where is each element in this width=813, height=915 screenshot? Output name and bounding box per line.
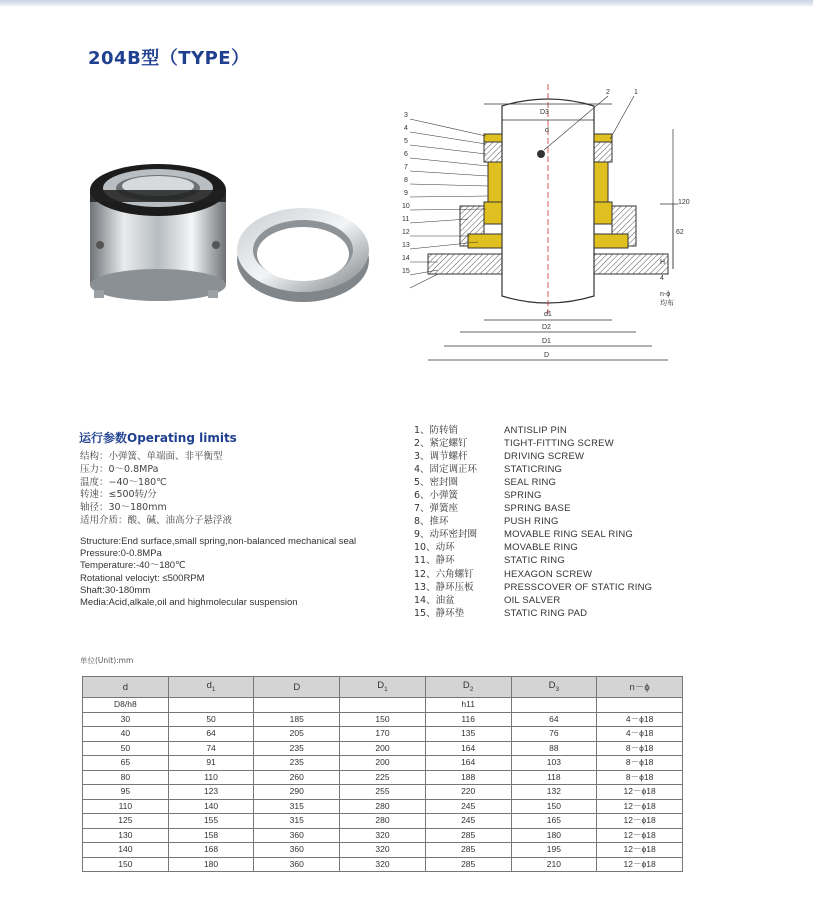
part-name-en: SEAL RING [504,477,557,489]
table-cell: 200 [340,741,426,756]
column-header-label: d [122,681,128,693]
dim-d: d [545,127,549,134]
part-name-zh: 1、防转销 [414,425,459,436]
table-cell: 150 [340,712,426,727]
callout-3: 3 [404,112,408,119]
zh-speed: 转速：≤500转/分 [80,489,157,501]
part-name-zh: 4、固定调正环 [414,464,478,476]
table-cell: 140 [168,799,254,814]
part-name-en: STATIC RING PAD [504,607,588,619]
dim-4: 4 [660,275,664,282]
table-cell: 76 [511,727,597,742]
dimension-table [82,676,683,872]
en-shaft: Shaft:30-180mm [80,584,151,596]
column-header-subscript: 2 [469,685,474,693]
table-cell: h11 [425,698,511,713]
callout-6: 6 [404,151,408,158]
table-row [83,727,683,742]
table-row [83,828,683,843]
table-cell: 320 [340,843,426,858]
en-temperature: Temperature:-40～180℃ [80,560,186,572]
table-cell: 88 [511,741,597,756]
callout-11: 11 [402,216,410,223]
callout-13: 13 [402,242,410,249]
column-header-label: D [377,679,385,691]
table-row [83,785,683,800]
part-name-en: SPRING BASE [504,503,571,515]
table-cell: 200 [340,756,426,771]
table-cell: 180 [511,828,597,843]
table-cell: 150 [83,857,169,872]
dim-even-dist: 均布 [660,300,674,307]
top-decorative-band [0,0,813,6]
gland-plate-right [594,254,668,274]
table-cell: 235 [254,756,340,771]
table-cell: 220 [425,785,511,800]
part-item [414,568,714,581]
table-cell: 360 [254,857,340,872]
part-name-zh: 8、推环 [414,516,449,528]
table-cell: 8－ϕ18 [597,756,683,771]
en-pressure: Pressure:0-0.8MPa [80,548,162,560]
part-item [414,541,714,554]
part-item [414,463,714,476]
table-cell: 65 [83,756,169,771]
table-row [83,799,683,814]
table-cell: 245 [425,799,511,814]
table-cell: 50 [168,712,254,727]
table-cell: 118 [511,770,597,785]
part-name-en: MOVABLE RING SEAL RING [504,529,633,541]
table-cell [254,698,340,713]
table-row [83,814,683,829]
parts-list [414,424,714,620]
table-cell: 64 [511,712,597,727]
part-name-zh: 13、静环压板 [414,581,474,593]
dim-120: 120 [678,199,690,206]
table-cell: 150 [511,799,597,814]
table-cell: 158 [168,828,254,843]
part-name-en: DRIVING SCREW [504,451,585,463]
table-cell: 290 [254,785,340,800]
column-header [511,677,597,698]
part-name-en: STATICRING [504,464,563,476]
table-cell: 164 [425,741,511,756]
operating-limits-english [80,536,400,609]
table-cell [597,698,683,713]
table-cell [340,698,426,713]
page-title: 204B型（TYPE） [88,48,250,69]
table-cell: 8－ϕ18 [597,741,683,756]
part-item [414,594,714,607]
table-cell: 195 [511,843,597,858]
unit-note: 单位(Unit):mm [80,656,134,665]
column-header-label: D [462,679,470,691]
table-cell: 12－ϕ18 [597,828,683,843]
table-cell: 188 [425,770,511,785]
callout-1: 1 [634,89,638,96]
part-name-zh: 7、弹簧座 [414,503,459,515]
column-header [597,677,683,698]
zh-shaft: 轴径：30～180mm [80,502,167,514]
part-name-en: MOVABLE RING [504,542,579,554]
table-cell: 235 [254,741,340,756]
part-name-zh: 11、静环 [414,555,455,567]
column-header [83,677,169,698]
table-cell: 140 [83,843,169,858]
table-cell: 260 [254,770,340,785]
en-media: Media:Acid,alkale,oil and highmolecular suspension [80,597,298,609]
part-item [414,515,714,528]
callout-15: 15 [402,268,410,275]
table-cell: 132 [511,785,597,800]
part-name-en: PRESSCOVER OF STATIC RING [504,581,653,593]
part-item [414,528,714,541]
table-cell: 12－ϕ18 [597,857,683,872]
table-cell [511,698,597,713]
table-cell: 225 [340,770,426,785]
part-item [414,489,714,502]
dim-D: D [544,352,550,359]
table-row [83,741,683,756]
callout-5: 5 [404,138,408,145]
zh-structure: 结构：小弹簧、单端面、非平衡型 [80,451,223,462]
zh-pressure: 压力：0～0.8MPa [80,463,159,475]
table-cell: 360 [254,828,340,843]
part-item [414,554,714,567]
table-cell: 110 [83,799,169,814]
table-cell: 12－ϕ18 [597,785,683,800]
table-cell: 285 [425,828,511,843]
table-cell: 50 [83,741,169,756]
table-body [83,698,683,872]
table-cell: 255 [340,785,426,800]
part-name-en: PUSH RING [504,516,559,528]
part-name-zh: 2、紧定螺钉 [414,438,468,450]
table-cell: 64 [168,727,254,742]
part-name-en: TIGHT-FITTING SCREW [504,438,614,450]
column-header [168,677,254,698]
table-cell: 103 [511,756,597,771]
callout-8: 8 [404,177,408,184]
callout-9: 9 [404,190,408,197]
dim-n-phi: n-ϕ [660,291,671,298]
callout-2: 2 [606,89,610,96]
part-name-en: SPRING [504,490,542,502]
table-cell: D8/h8 [83,698,169,713]
table-row [83,843,683,858]
tolerance-row [83,698,683,713]
product-photo [78,150,378,320]
table-cell: 164 [425,756,511,771]
part-name-zh: 14、油盆 [414,594,455,606]
gland-plate-left [428,254,502,274]
table-cell: 12－ϕ18 [597,799,683,814]
part-item [414,476,714,489]
part-name-zh: 12、六角螺钉 [414,568,474,580]
part-name-zh: 9、动环密封圈 [414,529,478,541]
part-name-zh: 6、小弹簧 [414,490,459,502]
table-cell: 245 [425,814,511,829]
part-item [414,502,714,515]
table-cell: 210 [511,857,597,872]
table-cell: 12－ϕ18 [597,814,683,829]
table-cell: 285 [425,857,511,872]
dim-D3: D3 [540,109,549,116]
right-seal-section [594,134,636,248]
table-cell: 315 [254,799,340,814]
operating-limits-heading: 运行参数Operating limits [79,431,237,445]
column-header-subscript: 1 [384,685,388,693]
dim-62: 62 [676,229,684,236]
table-cell: 116 [425,712,511,727]
table-cell: 315 [254,814,340,829]
table-row [83,770,683,785]
column-header-label: D [293,681,301,693]
column-header [340,677,426,698]
table-cell: 8－ϕ18 [597,770,683,785]
part-name-en: OIL SALVER [504,594,561,606]
callout-14: 14 [402,255,410,262]
table-cell: 280 [340,814,426,829]
part-name-zh: 10、动环 [414,542,455,554]
en-speed: Rotational velociyt: ≤500RPM [80,572,205,584]
part-item [414,607,714,620]
callout-10: 10 [402,203,410,210]
table-cell: 130 [83,828,169,843]
table-header-row [83,677,683,698]
table-cell: 280 [340,799,426,814]
dim-D1: D1 [542,338,551,345]
left-seal-section [460,134,502,248]
callout-12: 12 [402,229,410,236]
part-item [414,437,714,450]
table-cell: 320 [340,857,426,872]
table-cell: 80 [83,770,169,785]
cross-section-drawing [398,84,698,384]
part-item [414,424,714,437]
table-cell: 135 [425,727,511,742]
table-cell: 30 [83,712,169,727]
zh-media: 适用介质：酸、碱、油高分子悬浮液 [80,514,233,526]
column-header-subscript: 1 [211,685,216,693]
seal-assembly [90,164,226,301]
en-structure: Structure:End surface,small spring,non-balanced mechanical seal [80,536,357,547]
part-name-en: STATIC RING [504,555,565,567]
table-cell: 110 [168,770,254,785]
table-cell: 180 [168,857,254,872]
operating-limits-chinese [80,451,400,528]
table-cell: 123 [168,785,254,800]
table-cell: 40 [83,727,169,742]
table-cell: 74 [168,741,254,756]
table-cell: 91 [168,756,254,771]
static-ring [237,208,369,302]
part-item [414,450,714,463]
table-cell: 165 [511,814,597,829]
dim-D2: D2 [542,324,551,331]
callout-4: 4 [404,125,408,132]
column-header-subscript: 3 [555,685,560,693]
table-row [83,857,683,872]
table-cell: 155 [168,814,254,829]
table-cell [168,698,254,713]
part-name-zh: 3、调节螺杆 [414,451,468,463]
table-cell: 285 [425,843,511,858]
zh-temperature: 温度：−40～180℃ [80,476,167,488]
table-cell: 360 [254,843,340,858]
table-cell: 185 [254,712,340,727]
part-name-en: ANTISLIP PIN [504,425,567,436]
column-header-label: D [548,679,556,691]
table-cell: 205 [254,727,340,742]
table-cell: 168 [168,843,254,858]
table-cell: 12－ϕ18 [597,843,683,858]
column-header-label: n－ϕ [629,681,650,693]
dim-H: H [660,259,666,266]
column-header-label: d [206,679,212,691]
part-name-en: HEXAGON SCREW [504,568,593,580]
table-row [83,756,683,771]
dim-d1: d1 [544,311,552,318]
callout-7: 7 [404,164,408,171]
column-header [425,677,511,698]
table-cell: 4－ϕ18 [597,712,683,727]
table-cell: 320 [340,828,426,843]
part-name-zh: 5、密封圈 [414,477,459,489]
table-cell: 95 [83,785,169,800]
part-name-zh: 15、静环垫 [414,607,465,619]
table-row [83,712,683,727]
part-item [414,581,714,594]
table-cell: 125 [83,814,169,829]
column-header [254,677,340,698]
driving-screw-mark [537,150,545,158]
table-cell: 4－ϕ18 [597,727,683,742]
table-cell: 170 [340,727,426,742]
